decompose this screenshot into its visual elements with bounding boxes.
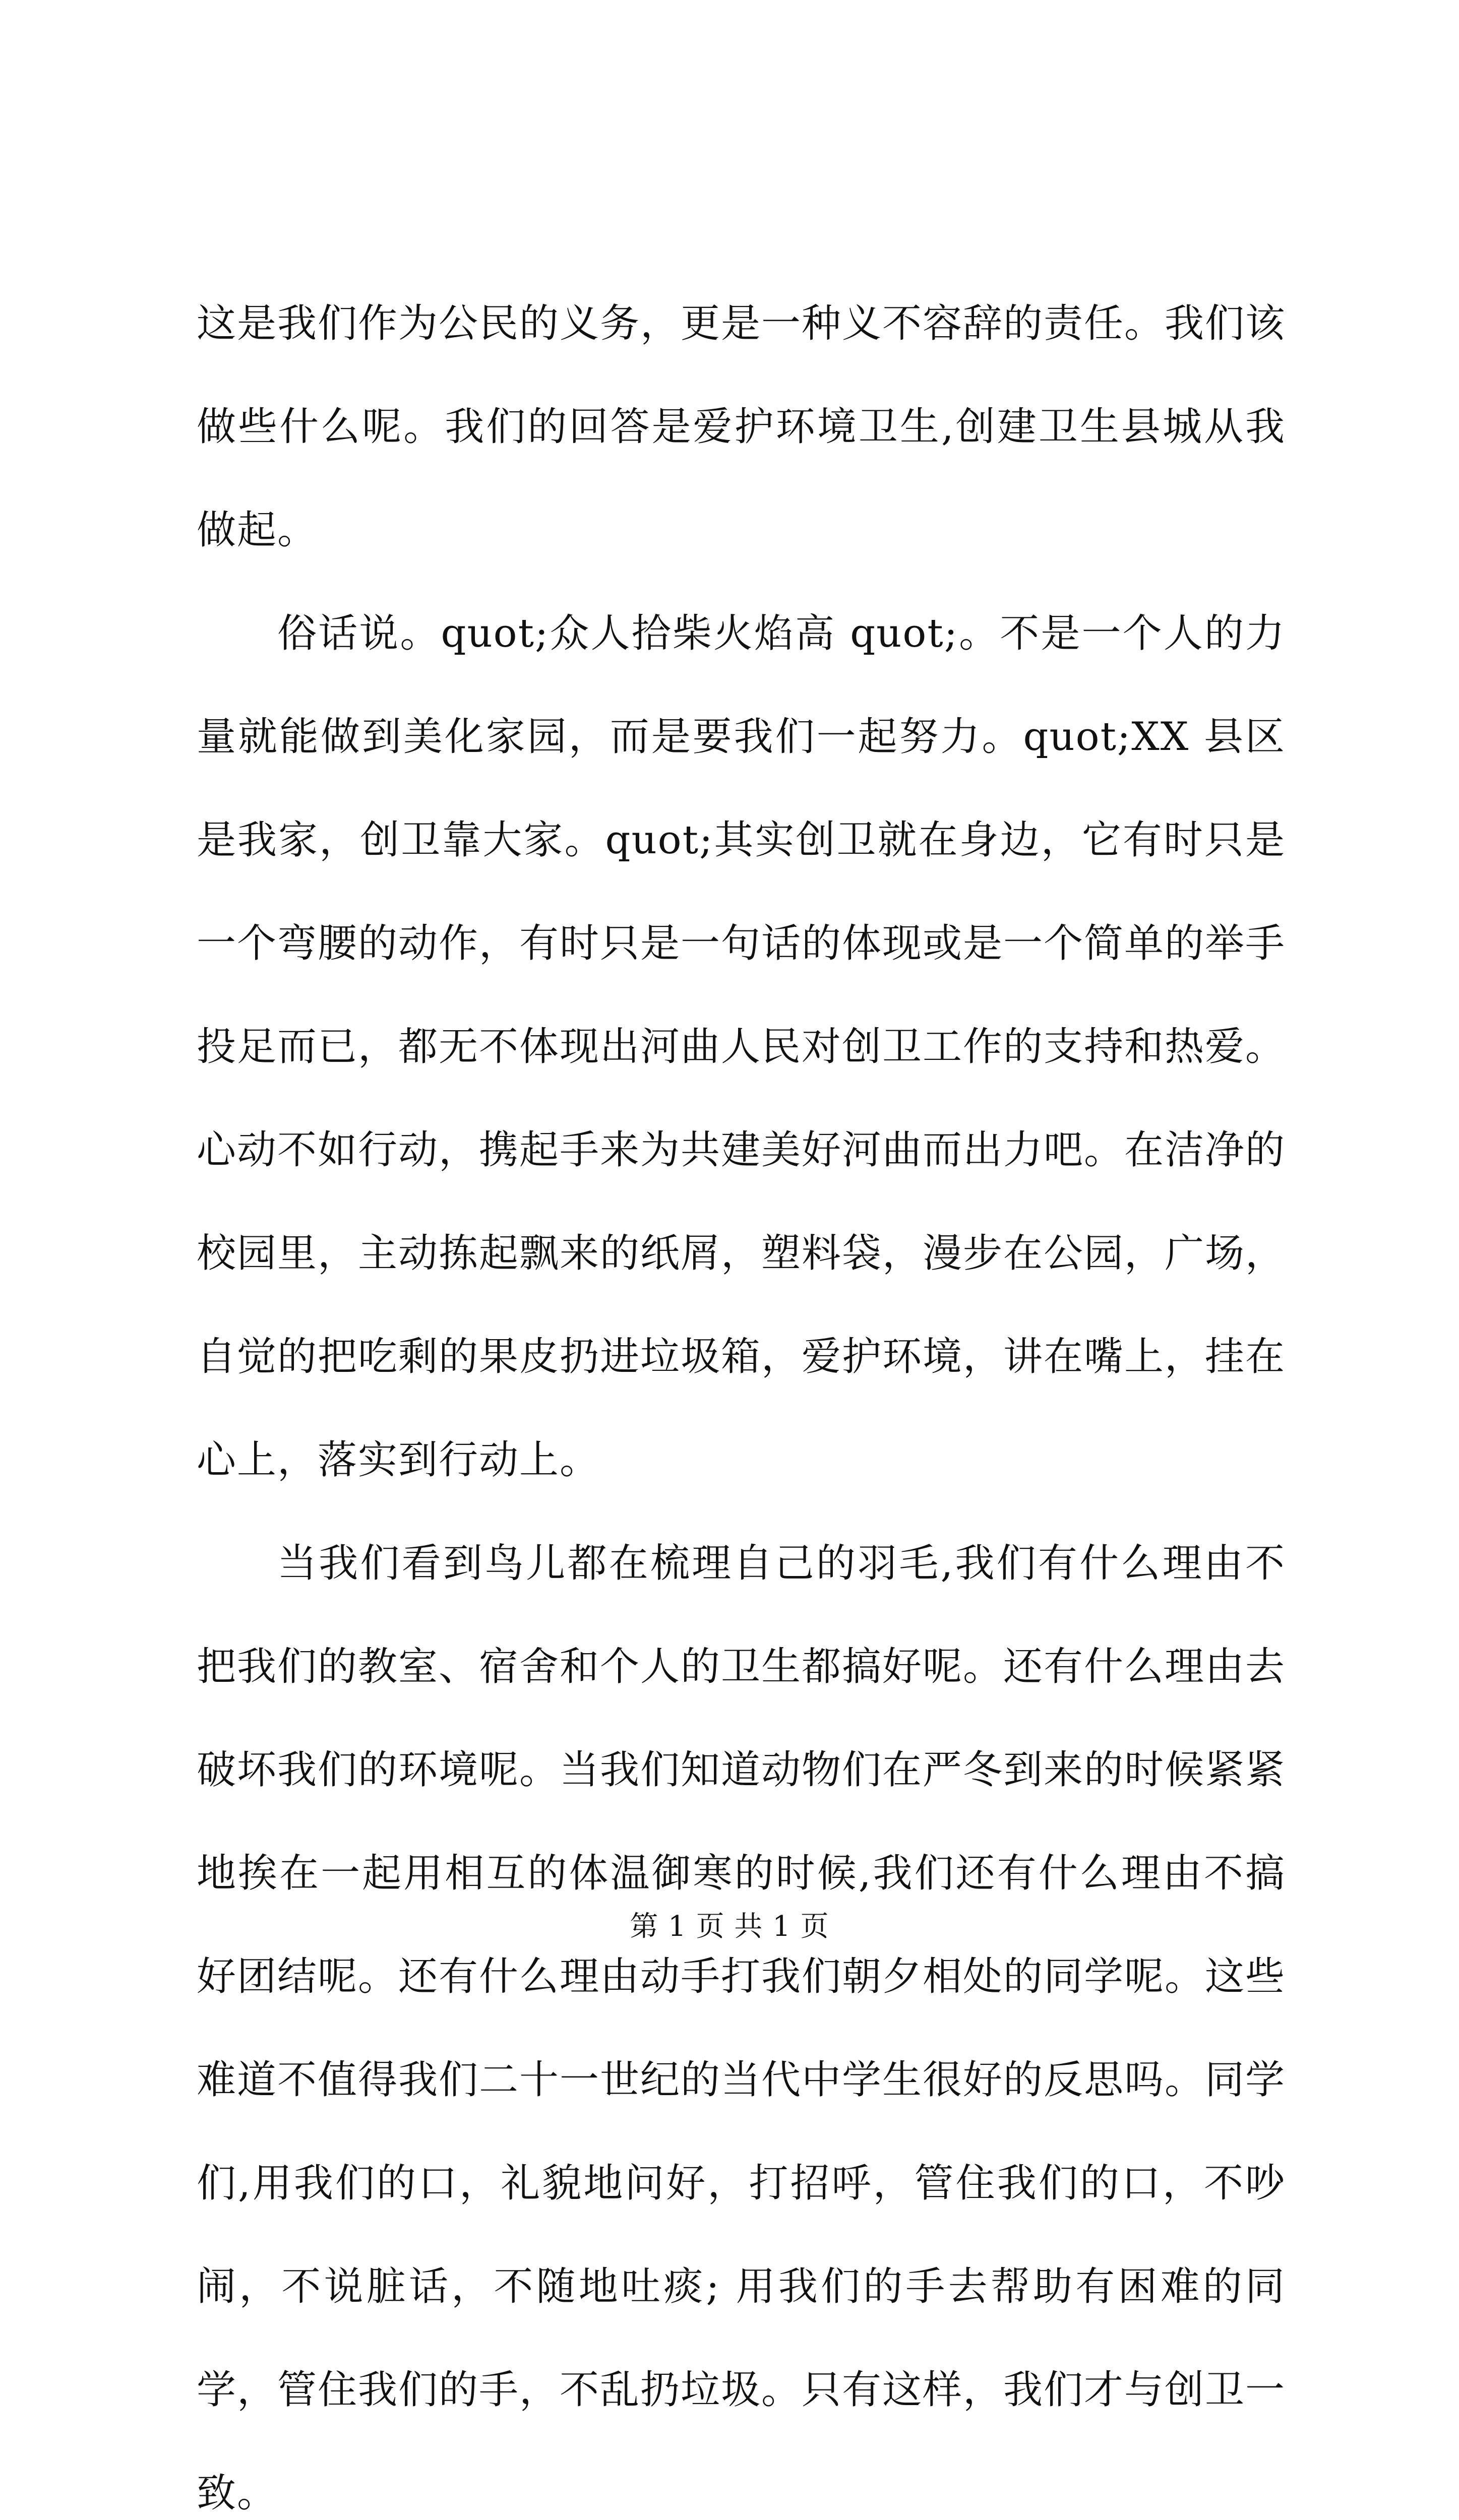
paragraph-2: 俗话说。quot;众人拾柴火焰高 quot;。不是一个人的力量就能做到美化家园，而是要我们一起努力。quot;XX 县区是我家，创卫靠大家。quot;其实创卫就在身边，它有时只是一个弯腰的动作，有时只是一句话的体现或是一个简单的举手投足而已，都无不体现出河曲人民对创卫工作的支持和热爱。心动不如行动，携起手来为共建美好河曲而出力吧。在洁净的校园里，主动拣起飘来的纸屑，塑料袋，漫步在公园，广场，自觉的把吃剩的果皮扔进垃圾箱，爱护环境，讲在嘴上，挂在心上，落实到行动上。 [197, 611, 1286, 1483]
page-footer: 第 1 页 共 1 页 [630, 1910, 829, 1943]
paragraph-3: 当我们看到鸟儿都在梳理自己的羽毛,我们有什么理由不把我们的教室、宿舍和个人的卫生都搞好呢。还有什么理由去破坏我们的环境呢。当我们知道动物们在严冬到来的时候紧紧地挨在一起用相互的体温御寒的时候,我们还有什么理由不搞好团结呢。还有什么理由动手打我们朝夕相处的同学呢。这些难道不值得我们二十一世纪的当代中学生很好的反思吗。同学们,用我们的口，礼貌地问好，打招呼，管住我们的口，不吵闹，不说脏话，不随地吐痰; 用我们的手去帮助有困难的同学，管住我们的手，不乱扔垃圾。只有这样，我们才与创卫一致。 [197, 1541, 1286, 2516]
document-body [197, 272, 1286, 2520]
paragraph-1: 这是我们作为公民的义务，更是一种义不容辞的责任。我们该做些什么呢。我们的回答是爱护环境卫生,创建卫生县城从我做起。 [197, 301, 1286, 553]
